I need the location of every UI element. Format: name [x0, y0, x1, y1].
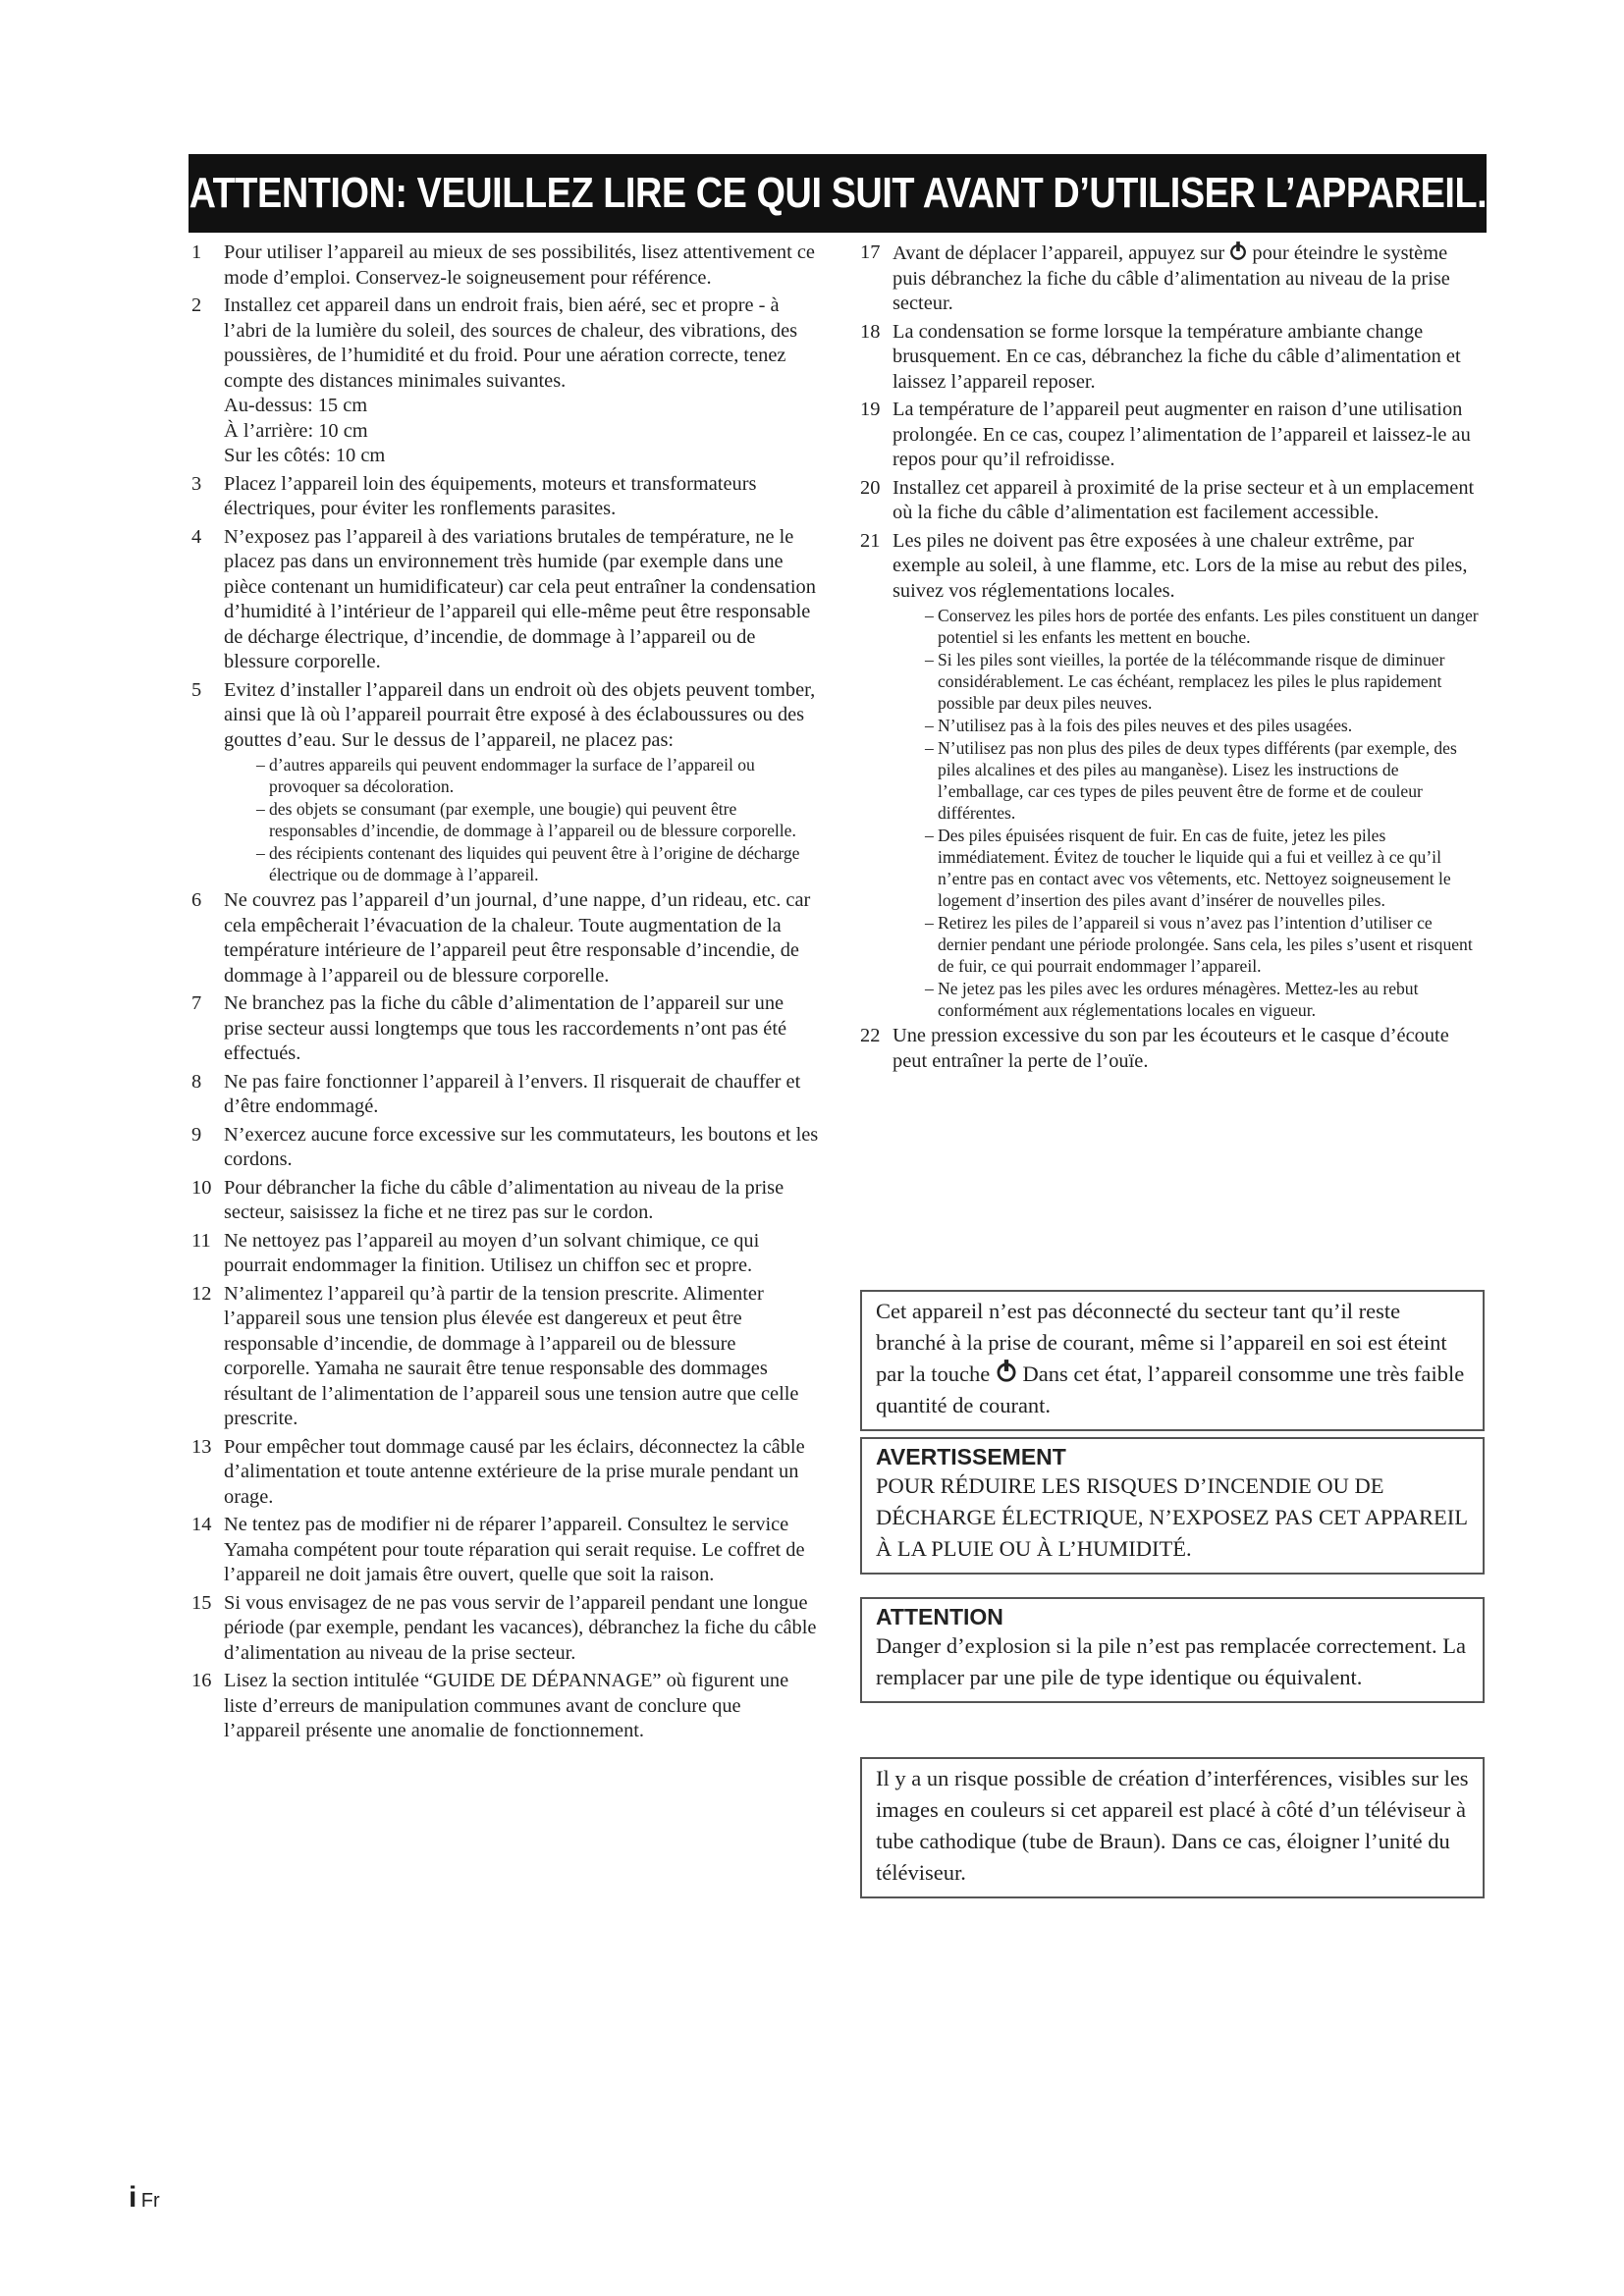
item-text: La température de l’appareil peut augmenter en raison d’une utilisation prolongée. En ce cas, coupez l’alimentation de l’appareil et laissez-le au repos pour qu’il refroidisse. — [893, 399, 1471, 470]
tv-interference-box — [860, 1757, 1485, 1898]
item-number: 5 — [191, 678, 202, 701]
item-number: 16 — [191, 1670, 212, 1691]
attention-banner — [189, 154, 1487, 233]
safety-item-4 — [191, 525, 820, 675]
item-text: Une pression excessive du son par les écouteurs et le casque d’écoute peut entraîner la perte de l’ouïe. — [893, 1025, 1449, 1072]
clearance-line: À l’arrière: 10 cm — [224, 419, 368, 442]
item-number: 11 — [191, 1229, 211, 1252]
safety-item-9 — [191, 1123, 820, 1173]
item-number: 10 — [191, 1176, 212, 1199]
safety-item-19 — [860, 398, 1485, 473]
sub-list — [893, 605, 1485, 1021]
item-number: 8 — [191, 1070, 202, 1093]
sub-list-item: – Conservez les piles hors de portée des enfants. Les piles constituent un danger potentiel si les enfants les mettent en bouche. — [938, 605, 1485, 648]
item-text: Ne branchez pas la fiche du câble d’alimentation de l’appareil sur une prise secteur aussi longtemps que tous les raccordements n’ont pas été effectués. — [224, 992, 787, 1064]
item-number: 9 — [191, 1123, 202, 1146]
item-text: Ne pas faire fonctionner l’appareil à l’envers. Il risquerait de chauffer et d’être endommagé. — [224, 1070, 801, 1117]
page-footer — [129, 2181, 160, 2215]
safety-item-2 — [191, 294, 820, 469]
item-text: Placez l’appareil loin des équipements, moteurs et transformateurs électriques, pour éviter les ronflements parasites. — [224, 472, 757, 519]
item-number: 6 — [191, 889, 202, 911]
warning-heading: AVERTISSEMENT — [876, 1444, 1066, 1469]
item-text: Installez cet appareil dans un endroit frais, bien aéré, sec et propre - à l’abri de la lumière du soleil, des sources de chaleur, des vibrations, des poussières, de l’humidité et du froid. Pour une aération correcte, tenez compte des distances minimales suivantes. — [224, 294, 798, 392]
safety-item-5 — [191, 678, 820, 886]
sub-list-item: – Des piles épuisées risquent de fuir. En cas de fuite, jetez les piles immédiatement. Évitez de toucher le liquide qui a fui et veillez à ce qu’il n’entre pas en contact avec vos vêtements, etc. Nettoyez soigneusement le logement d’insertion des piles avant d’insérer de nouvelles piles. — [938, 825, 1485, 911]
clearance-line: Au-dessus: 15 cm — [224, 395, 368, 416]
safety-item-11 — [191, 1229, 820, 1279]
power-icon — [996, 1359, 1017, 1384]
sub-list-item: – d’autres appareils qui peuvent endommager la surface de l’appareil ou provoquer sa décoloration. — [269, 754, 820, 797]
safety-item-1 — [191, 240, 820, 291]
safety-item-12 — [191, 1282, 820, 1432]
item-text: Pour utiliser l’appareil au mieux de ses possibilités, lisez attentivement ce mode d’emploi. Conservez-le soigneusement pour référence. — [224, 241, 815, 289]
right-column — [860, 240, 1485, 1077]
item-number: 19 — [860, 399, 881, 420]
item-text: Si vous envisagez de ne pas vous servir de l’appareil pendant une longue période (par exemple, pendant les vacances), débranchez la fiche du câble d’alimentation au niveau de la prise secteur. — [224, 1591, 817, 1664]
item-text: Ne couvrez pas l’appareil d’un journal, d’une nappe, d’un rideau, etc. car cela empêcherait l’évacuation de la chaleur. Toute augmentation de la température intérieure de l’appareil peut être responsable d’incendie, de dommage à l’appareil ou de blessure corporelle. — [224, 889, 811, 987]
item-number: 21 — [860, 529, 881, 552]
item-text: Lisez la section intitulée “GUIDE DE DÉPANNAGE” où figurent une liste d’erreurs de manipulation communes avant de conclure que l’appareil présente une anomalie de fonctionnement. — [224, 1670, 789, 1741]
warning-box — [860, 1437, 1485, 1575]
safety-item-21 — [860, 529, 1485, 1022]
item-number: 4 — [191, 525, 202, 548]
safety-item-6 — [191, 888, 820, 988]
item-number: 1 — [191, 241, 202, 263]
item-number: 13 — [191, 1435, 212, 1458]
safety-item-10 — [191, 1176, 820, 1226]
safety-item-7 — [191, 991, 820, 1067]
item-text: N’alimentez l’appareil qu’à partir de la tension prescrite. Alimenter l’appareil sous une tension plus élevée est dangereux et peut être responsable d’incendie, de dommage à l’appareil ou de blessure corporelle. Yamaha ne saurait être tenue responsable des dommages résultant de l’alimentation de l’appareil sous une tension autre que celle prescrite. — [224, 1282, 799, 1429]
tv-interference-text: Il y a un risque possible de création d’interférences, visibles sur les images en couleurs si cet appareil est placé à côté d’un téléviseur à tube cathodique (tube de Braun). Dans ce cas, éloigner l’unité du téléviseur. — [876, 1766, 1469, 1885]
safety-item-18 — [860, 320, 1485, 396]
language-code: Fr — [140, 2190, 160, 2212]
item-text: Evitez d’installer l’appareil dans un endroit où des objets peuvent tomber, ainsi que là où l’appareil pourrait être exposé à des éclaboussures ou des gouttes d’eau. Sur le dessus de l’appareil, ne placez pas: — [224, 678, 816, 751]
item-number: 17 — [860, 241, 881, 263]
item-number: 2 — [191, 294, 202, 316]
safety-item-13 — [191, 1435, 820, 1511]
safety-item-15 — [191, 1591, 820, 1667]
attention-heading: ATTENTION — [876, 1604, 1003, 1629]
item-number: 18 — [860, 320, 881, 343]
standby-notice-box — [860, 1290, 1485, 1431]
clearance-line: Sur les côtés: 10 cm — [224, 445, 386, 466]
sub-list-item: – Si les piles sont vieilles, la portée de la télécommande risque de diminuer considérablement. Le cas échéant, remplacez les piles le plus rapidement possible par deux piles neuves. — [938, 649, 1485, 714]
safety-item-17 — [860, 240, 1485, 317]
sub-list-item: – des objets se consumant (par exemple, une bougie) qui peuvent être responsables d’incendie, de dommage à l’appareil ou de blessure corporelle. — [269, 798, 820, 841]
sub-list-item: – Ne jetez pas les piles avec les ordures ménagères. Mettez-les au rebut conformément aux réglementations locales en vigueur. — [938, 978, 1485, 1021]
page-title: ATTENTION: VEUILLEZ LIRE CE QUI SUIT AVANT D’UTILISER L’APPAREIL. — [189, 169, 1487, 217]
item-text: N’exposez pas l’appareil à des variations brutales de température, ne le placez pas dans un environnement très humide (par exemple dans une pièce contenant un humidificateur) car cela peut entraîner la condensation d’humidité à l’intérieur de l’appareil qui elle-même peut être responsable de décharge électrique, d’incendie, de dommage à l’appareil ou de blessure corporelle. — [224, 525, 816, 672]
item-text: N’exercez aucune force excessive sur les commutateurs, les boutons et les cordons. — [224, 1123, 819, 1170]
attention-box — [860, 1597, 1485, 1703]
sub-list-item: – des récipients contenant des liquides qui peuvent être à l’origine de décharge électrique ou de dommage à l’appareil. — [269, 842, 820, 885]
item-number: 12 — [191, 1282, 212, 1305]
warning-text: POUR RÉDUIRE LES RISQUES D’INCENDIE OU DE DÉCHARGE ÉLECTRIQUE, N’EXPOSEZ PAS CET APPAREIL À LA PLUIE OU À L’HUMIDITÉ. — [876, 1473, 1468, 1561]
safety-item-3 — [191, 472, 820, 522]
safety-item-20 — [860, 476, 1485, 526]
sub-list-item: – N’utilisez pas non plus des piles de deux types différents (par exemple, des piles alcalines et des piles au manganèse). Lisez les instructions de l’emballage, car ces types de piles peuvent être de forme et de couleur différentes. — [938, 737, 1485, 824]
safety-item-14 — [191, 1513, 820, 1588]
item-text: Installez cet appareil à proximité de la prise secteur et à un emplacement où la fiche du câble d’alimentation est facilement accessible. — [893, 476, 1475, 523]
safety-item-16 — [191, 1669, 820, 1744]
right-item-list — [860, 320, 1485, 1075]
item-text: Les piles ne doivent pas être exposées à une chaleur extrême, par exemple au soleil, à une flamme, etc. Lors de la mise au rebut des piles, suivez vos réglementations locales. — [893, 529, 1468, 602]
notice-text: Cet appareil n’est pas déconnecté du secteur tant qu’il reste branché à la prise de courant, même si l’appareil en soi est éteint par la touche Dans cet état, l’appareil consomme une très faible quantité de courant. — [876, 1299, 1465, 1417]
left-column — [191, 240, 820, 1747]
sub-list-item: – Retirez les piles de l’appareil si vous n’avez pas l’intention d’utiliser ce dernier pendant une période prolongée. Sans cela, les piles s’usent et risquent de fuir, ce qui pourrait endommager l’appareil. — [938, 912, 1485, 977]
item-number: 20 — [860, 476, 881, 499]
item-number: 15 — [191, 1591, 212, 1614]
item-text: Pour débrancher la fiche du câble d’alimentation au niveau de la prise secteur, saisissez la fiche et ne tirez pas sur le cordon. — [224, 1176, 785, 1223]
item-text: La condensation se forme lorsque la température ambiante change brusquement. En ce cas, débranchez la fiche du câble d’alimentation et laissez l’appareil reposer. — [893, 320, 1461, 393]
page-number: i — [129, 2181, 137, 2214]
sub-list — [224, 754, 820, 885]
power-icon — [1229, 240, 1247, 262]
item-number: 7 — [191, 992, 202, 1014]
item-number: 22 — [860, 1025, 881, 1046]
item-number: 14 — [191, 1514, 212, 1535]
attention-text: Danger d’explosion si la pile n’est pas remplacée correctement. La remplacer par une pile de type identique ou équivalent. — [876, 1633, 1466, 1689]
item-text: Pour empêcher tout dommage causé par les éclairs, déconnectez la câble d’alimentation et toute antenne extérieure de la prise murale pendant un orage. — [224, 1435, 805, 1508]
safety-item-22 — [860, 1024, 1485, 1074]
item-number: 3 — [191, 472, 202, 495]
item-text: Ne tentez pas de modifier ni de réparer l’appareil. Consultez le service Yamaha compétent pour toute réparation qui serait requise. Le coffret de l’appareil ne doit jamais être ouvert, quelle que soit la raison. — [224, 1514, 805, 1585]
item-text: Ne nettoyez pas l’appareil au moyen d’un solvant chimique, ce qui pourrait endommager la finition. Utilisez un chiffon sec et propre. — [224, 1229, 760, 1276]
item-text: Avant de déplacer l’appareil, appuyez sur pour éteindre le système puis débranchez la fiche du câble d’alimentation au niveau de la prise secteur. — [893, 242, 1450, 314]
sub-list-item: – N’utilisez pas à la fois des piles neuves et des piles usagées. — [938, 715, 1485, 736]
safety-item-8 — [191, 1070, 820, 1120]
